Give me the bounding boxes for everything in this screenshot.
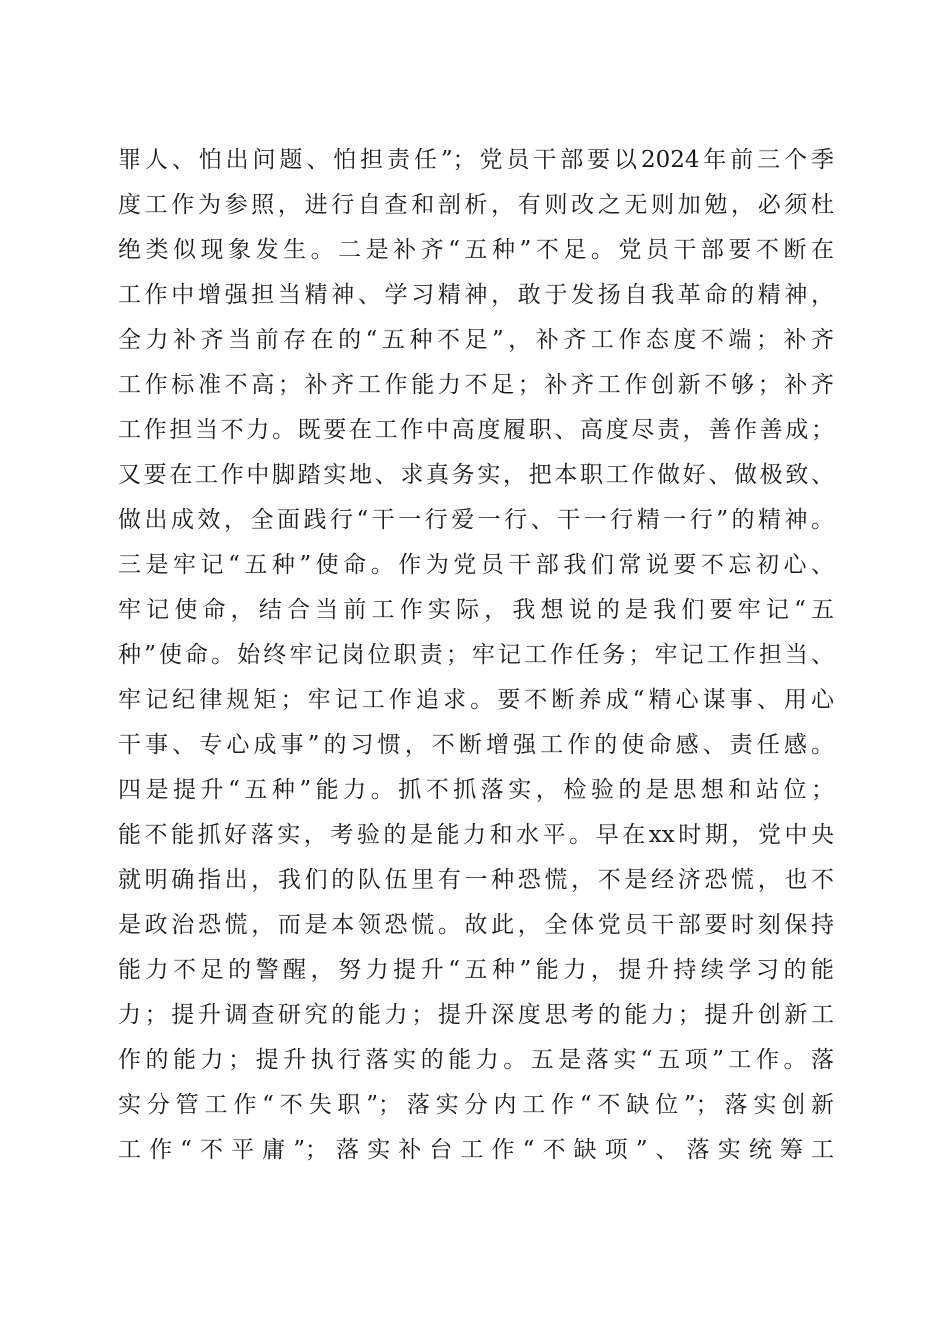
- text-line: 工作“不平庸”；落实补台工作“不缺项”、落实统筹工: [118, 1137, 834, 1163]
- text-line: 罪人、怕出问题、怕担责任”；党员干部要以2024年前三个季: [118, 147, 834, 173]
- text-line: 三是牢记“五种”使命。作为党员干部我们常说要不忘初心、: [118, 552, 834, 578]
- text-line: 全力补齐当前存在的“五种不足”，补齐工作态度不端；补齐: [118, 327, 834, 353]
- text-line: 力；提升调查研究的能力；提升深度思考的能力；提升创新工: [118, 1002, 834, 1028]
- text-line: 干事、专心成事”的习惯，不断增强工作的使命感、责任感。: [118, 732, 834, 758]
- text-line: 种”使命。始终牢记岗位职责；牢记工作任务；牢记工作担当、: [118, 642, 834, 668]
- text-line: 牢记使命，结合当前工作实际，我想说的是我们要牢记“五: [118, 597, 834, 623]
- text-line: 做出成效，全面践行“干一行爱一行、干一行精一行”的精神。: [118, 507, 834, 533]
- text-line: 实分管工作“不失职”；落实分内工作“不缺位”；落实创新: [118, 1092, 834, 1118]
- text-line: 能力不足的警醒，努力提升“五种”能力，提升持续学习的能: [118, 957, 834, 983]
- text-line: 就明确指出，我们的队伍里有一种恐慌，不是经济恐慌，也不: [118, 867, 834, 893]
- text-line: 又要在工作中脚踏实地、求真务实，把本职工作做好、做极致、: [118, 462, 834, 488]
- text-line: 是政治恐慌，而是本领恐慌。故此，全体党员干部要时刻保持: [118, 912, 834, 938]
- text-line: 牢记纪律规矩；牢记工作追求。要不断养成“精心谋事、用心: [118, 687, 834, 713]
- text-line: 四是提升“五种”能力。抓不抓落实，检验的是思想和站位；: [118, 777, 834, 803]
- text-line: 绝类似现象发生。二是补齐“五种”不足。党员干部要不断在: [118, 237, 834, 263]
- text-line: 能不能抓好落实，考验的是能力和水平。早在xx时期，党中央: [118, 822, 834, 848]
- text-line: 工作中增强担当精神、学习精神，敢于发扬自我革命的精神，: [118, 282, 834, 308]
- text-line: 工作标准不高；补齐工作能力不足；补齐工作创新不够；补齐: [118, 372, 834, 398]
- text-line: 度工作为参照，进行自查和剖析，有则改之无则加勉，必须杜: [118, 192, 834, 218]
- text-line: 工作担当不力。既要在工作中高度履职、高度尽责，善作善成；: [118, 417, 834, 443]
- text-line: 作的能力；提升执行落实的能力。五是落实“五项”工作。落: [118, 1047, 834, 1073]
